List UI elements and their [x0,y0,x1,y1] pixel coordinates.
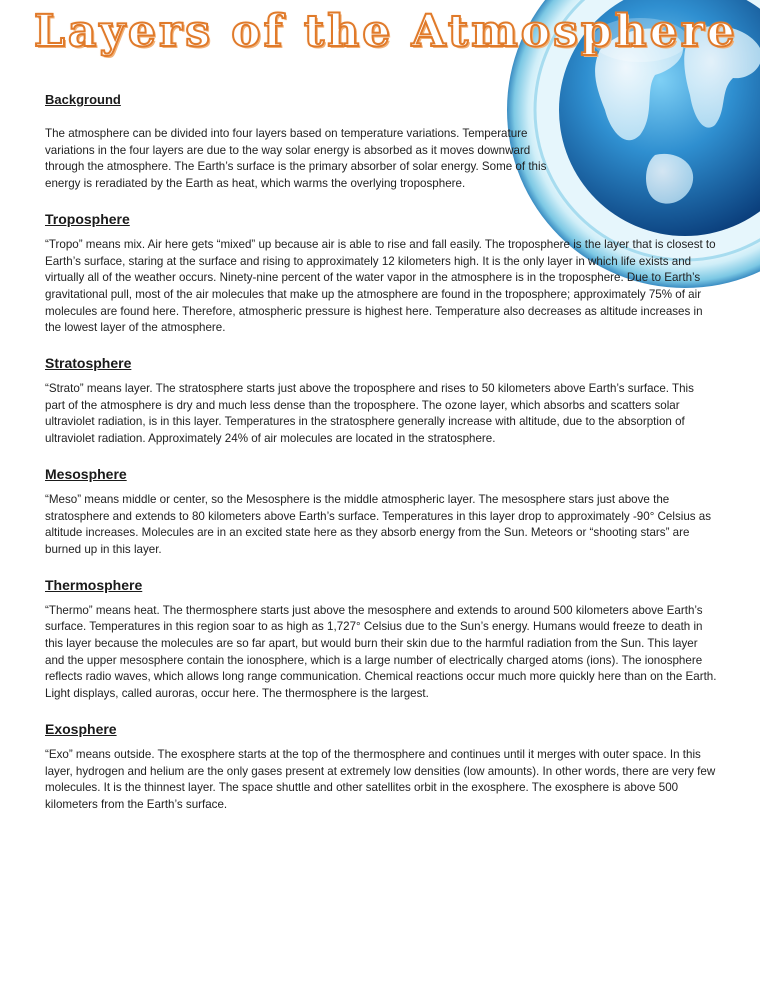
section-background [45,92,550,193]
section-heading-background: Background [45,92,121,107]
article-body [45,92,717,814]
section-mesosphere [45,466,717,559]
section-text-exosphere: “Exo” means outside. The exosphere starts at the top of the thermosphere and continues until it merges with outer space. In this layer, hydrogen and helium are the only gases present at extremely low densities (low amounts). In other words, there are very few molecules. It is the thinnest layer. The space shuttle and other satellites orbit in the exosphere. The exosphere is above 500 kilometers from the Earth’s surface. [45,747,716,811]
section-exosphere [45,721,717,814]
section-text-troposphere: “Tropo” means mix. Air here gets “mixed” up because air is able to rise and fall easily. The troposphere is the layer that is closest to Earth’s surface, staring at the surface and rising to approximately 12 kilometers high. It is the only layer in which life exists and virtually all of the weather occurs. Ninety-nine percent of the water vapor in the atmosphere is in the troposphere. Due to Earth’s gravitational pull, most of the air molecules that make up the atmosphere are found in the troposphere; approximately 75% of air molecules are found here. Therefore, atmospheric pressure is highest here. Temperature also decreases as altitude increases in the lowest layer of the atmosphere. [45,237,716,335]
section-text-stratosphere: “Strato” means layer. The stratosphere starts just above the troposphere and rises to 50 kilometers above Earth’s surface. This part of the atmosphere is dry and much less dense than the troposphere. The ozone layer, which absorbs and scatters solar ultraviolet radiation, is in this layer. Temperatures in the stratosphere generally increase with altitude, due to the absorption of ultraviolet radiation. Approximately 24% of air molecules are located in the stratosphere. [45,382,694,446]
section-heading-thermosphere: Thermosphere [45,576,143,593]
section-text-background: The atmosphere can be divided into four layers based on temperature variations. Temperature variations in the four layers are due to the way solar energy is absorbed as it moves downward through the atmosphere. The Earth’s surface is the primary absorber of solar energy. Some of this energy is reradiated by the Earth as heat, which warms the overlying troposphere. [45,127,547,191]
page-title: Layers of the Atmosphere [34,6,738,57]
section-stratosphere [45,355,717,448]
section-heading-exosphere: Exosphere [45,720,117,737]
section-heading-mesosphere: Mesosphere [45,465,127,482]
section-troposphere [45,211,717,337]
section-heading-troposphere: Troposphere [45,210,130,227]
section-text-mesosphere: “Meso” means middle or center, so the Mesosphere is the middle atmospheric layer. The mesosphere stars just above the stratosphere and extends to 80 kilometers above Earth’s surface. Temperatures in this layer drop to approximately -90° Celsius as altitude increases. Molecules are in an excited state here as they absorb energy from the Sun. Meteors or “shooting stars” are burned up in this layer. [45,492,712,556]
section-text-thermosphere: “Thermo” means heat. The thermosphere starts just above the mesosphere and extends to around 500 kilometers above Earth’s surface. Temperatures in this region soar to as high as 1,727° Celsius due to the Sun’s energy. Humans would freeze to death in this layer because the molecules are so far apart, but would burn their skin due to the harmful radiation from the Sun. This layer and the upper mesosphere contain the ionosphere, which is a large number of electrically charged atoms (ions). The ionosphere reflects radio waves, which allows long range communication. Chemical reactions occur much more quickly here than on the Earth. Light displays, called auroras, occur here. The thermosphere is the largest. [45,603,717,701]
section-heading-stratosphere: Stratosphere [45,355,132,372]
section-thermosphere [45,577,717,703]
